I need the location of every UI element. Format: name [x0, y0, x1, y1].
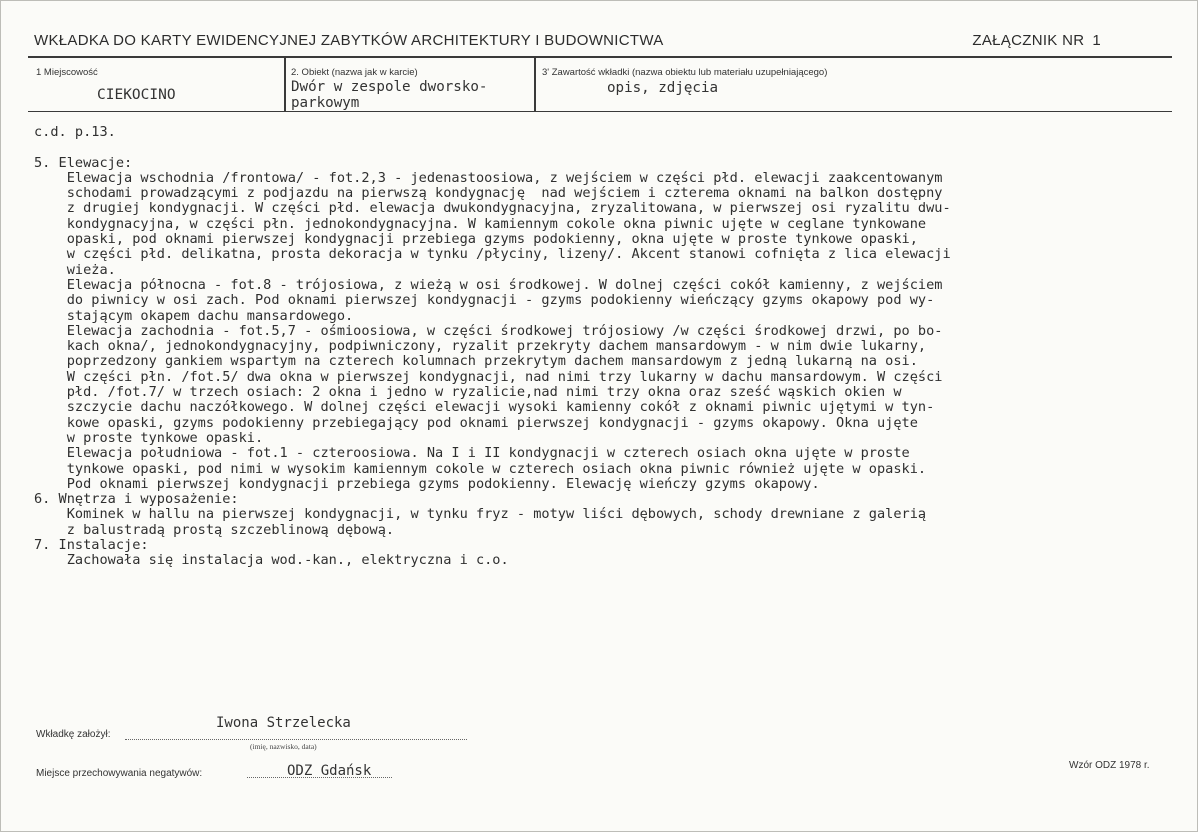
body-line: w części płd. delikatna, prosta dekoracja w tynku /płyciny, lizeny/. Akcent stanowi cofnięta z lica elewacji: [34, 246, 951, 263]
body-line: kowe opaski, gzyms podokienny przebiegający pod oknami pierwszej kondygnacji - gzyms okapowy. Okna ujęte: [34, 414, 918, 431]
created-by-caption: (imię, nazwisko, data): [250, 742, 317, 751]
content-value: opis, zdjęcia: [607, 80, 719, 96]
annex-number: [972, 32, 1101, 49]
body-line: Pod oknami pierwszej kondygnacji przebiega gzyms podokienny. Elewację wieńczy gzyms okapowy.: [34, 475, 820, 492]
storage-label: Miejsce przechowywania negatywów:: [36, 768, 203, 779]
body-line: kondygnacyjna, w części płn. jednokondygnacyjna. W kamiennym cokole okna piwnic ujęte w ceglane tynkowane: [34, 215, 927, 232]
description-body: [34, 125, 1184, 569]
body-line: opaski, pod oknami pierwszej kondygnacji przebiega gzyms podokienny, okna ujęte w proste tynkowe opaski,: [34, 231, 918, 248]
locality-value: CIEKOCINO: [97, 87, 176, 103]
template-label: Wzór ODZ 1978 r.: [1069, 760, 1150, 771]
annex-label: ZAŁĄCZNIK NR: [972, 32, 1085, 49]
body-line: kach okna/, jednokondygnacyjny, podpiwniczony, ryzalit przekryty dachem mansardowym - w nim dwie lukarny,: [34, 338, 927, 355]
annex-value: 1: [1092, 32, 1101, 49]
body-line: [34, 140, 1184, 155]
body-line: płd. /fot.7/ w trzech osiach: 2 okna i jedno w ryzalicie,nad nimi trzy okna oraz sześć wąskich okien w: [34, 384, 902, 401]
object-label: 2. Obiekt (nazwa jak w karcie): [291, 67, 418, 78]
body-line: Elewacja północna - fot.8 - trójosiowa, z wieżą w osi środkowej. W dolnej części cokół kamienny, z wejściem: [34, 276, 943, 293]
locality-label: 1 Miejscowość: [36, 67, 98, 78]
object-value-line1: Dwór w zespole dworsko-: [291, 79, 488, 95]
object-value-line2: parkowym: [291, 95, 360, 111]
body-line: wieża.: [34, 261, 116, 278]
content-label: 3' Zawartość wkładki (nazwa obiektu lub materiału uzupełniającego): [542, 67, 828, 78]
body-line: w proste tynkowe opaski.: [34, 429, 264, 446]
body-line: W części płn. /fot.5/ dwa okna w pierwszej kondygnacji, nad nimi trzy lukarny w dachu mansardowym. W części: [34, 368, 943, 385]
fields-bottom-rule: [28, 111, 1172, 112]
body-line: 7. Instalacje:: [34, 537, 149, 554]
body-line: do piwnicy w osi zach. Pod oknami pierwszej kondygnacji - gzyms podokienny wieńczący gzyms okapowy pod wy-: [34, 292, 935, 309]
body-line: z balustradą prostą szczeblinową dębową.: [34, 521, 395, 538]
field-divider-2: [534, 57, 536, 112]
body-line: Zachowała się instalacja wod.-kan., elektryczna i c.o.: [34, 552, 509, 569]
header-rule: [28, 56, 1172, 58]
field-divider-1: [284, 57, 286, 112]
body-line: z drugiej kondygnacji. W części płd. elewacja dwukondygnacyjna, zryzalitowana, w pierwszej osi ryzalitu dwu-: [34, 200, 951, 217]
body-line: poprzedzony gankiem wspartym na czterech kolumnach przekrytym dachem mansardowym z jedną lukarną na osi.: [34, 353, 918, 370]
created-by-label: Wkładkę założył:: [36, 729, 111, 740]
body-line: tynkowe opaski, pod nimi w wysokim kamiennym cokole w czterech osiach okna piwnic również ujęte w opaski.: [34, 460, 927, 477]
body-line: 5. Elewacje:: [34, 154, 133, 171]
body-line: schodami prowadzącymi z podjazdu na pierwszą kondygnację nad wejściem i czterema oknami na balkon dostępny: [34, 185, 943, 202]
body-line: c.d. p.13.: [34, 124, 116, 140]
body-line: Elewacja południowa - fot.1 - czteroosiowa. Na I i II kondygnacji w czterech osiach okna ujęte w proste: [34, 445, 910, 462]
body-line: szczycie dachu naczółkowego. W dolnej części elewacji wysoki kamienny cokół z oknami piwnic ujętymi w tyn-: [34, 399, 935, 416]
body-line: 6. Wnętrza i wyposażenie:: [34, 491, 239, 508]
created-by-line: [125, 739, 467, 740]
document-title: WKŁADKA DO KARTY EWIDENCYJNEJ ZABYTKÓW ARCHITEKTURY I BUDOWNICTWA: [34, 32, 664, 49]
storage-value: ODZ Gdańsk: [287, 763, 372, 779]
body-line: stającym okapem dachu mansardowego.: [34, 307, 354, 324]
created-by-value: Iwona Strzelecka: [216, 715, 351, 731]
body-line: Elewacja wschodnia /frontowa/ - fot.2,3 - jedenastoosiowa, z wejściem w części płd. elewacji zaakcentowanym: [34, 169, 943, 186]
body-line: Kominek w hallu na pierwszej kondygnacji, w tynku fryz - motyw liści dębowych, schody drewniane z galerią: [34, 506, 927, 523]
body-line: Elewacja zachodnia - fot.5,7 - ośmioosiowa, w części środkowej trójosiowy /w części środkowej drzwi, po bo-: [34, 322, 943, 339]
